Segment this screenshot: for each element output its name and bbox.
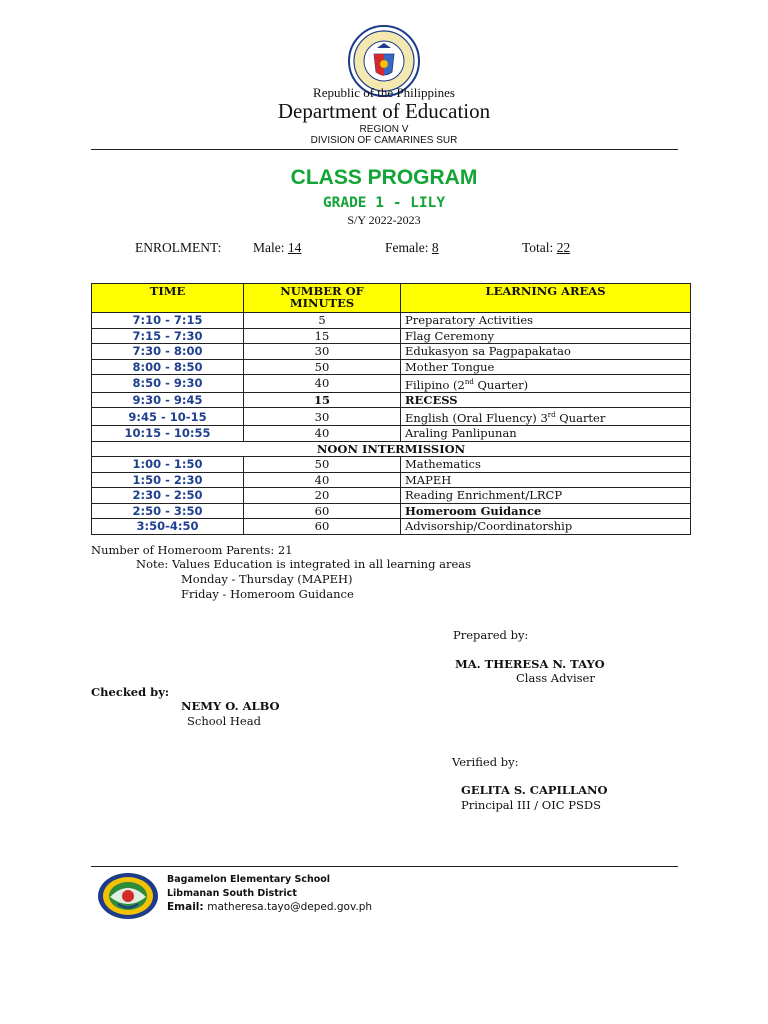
total-count: Total: 22 bbox=[522, 240, 571, 255]
male-count: Male: 14 bbox=[253, 240, 302, 255]
table-row: 2:50 - 3:50 60 Homeroom Guidance bbox=[92, 503, 691, 519]
table-row: 1:50 - 2:30 40 MAPEH bbox=[92, 472, 691, 488]
header-time: TIME bbox=[92, 284, 244, 313]
verified-by-title: Principal III / OIC PSDS bbox=[461, 798, 601, 812]
table-header-row bbox=[92, 284, 691, 313]
footer-school: Bagamelon Elementary School bbox=[167, 874, 331, 885]
noon-intermission-row: NOON INTERMISSION bbox=[92, 441, 691, 457]
school-logo bbox=[96, 871, 160, 921]
school-year: S/Y 2022-2023 bbox=[347, 213, 421, 227]
footer-district: Libmanan South District bbox=[167, 888, 297, 899]
verified-by-name: GELITA S. CAPILLANO bbox=[461, 783, 608, 797]
table-row: 7:15 - 7:30 15 Flag Ceremony bbox=[92, 328, 691, 344]
table-row: 2:30 - 2:50 20 Reading Enrichment/LRCP bbox=[92, 488, 691, 504]
schedule-table bbox=[91, 283, 691, 535]
header-minutes: NUMBER OF MINUTES bbox=[244, 284, 401, 313]
division-line: DIVISION OF CAMARINES SUR bbox=[310, 135, 458, 146]
checked-by-title: School Head bbox=[187, 714, 261, 728]
female-count: Female: 8 bbox=[385, 240, 439, 255]
checked-by-name: NEMY O. ALBO bbox=[181, 699, 280, 713]
table-row: 8:00 - 8:50 50 Mother Tongue bbox=[92, 359, 691, 375]
note-line-1: Monday - Thursday (MAPEH) bbox=[181, 572, 353, 586]
table-row: 8:50 - 9:30 40 Filipino (2nd Quarter) bbox=[92, 375, 691, 393]
footer-email: Email: matheresa.tayo@deped.gov.ph bbox=[167, 901, 373, 913]
table-row: 7:10 - 7:15 5 Preparatory Activities bbox=[92, 313, 691, 329]
header-learning-areas: LEARNING AREAS bbox=[401, 284, 691, 313]
table-row: 10:15 - 10:55 40 Araling Panlipunan bbox=[92, 426, 691, 442]
footer-divider bbox=[91, 866, 678, 867]
grade-section: GRADE 1 - LILY bbox=[322, 195, 446, 211]
table-row: 3:50-4:50 60 Advisorship/Coordinatorship bbox=[92, 519, 691, 535]
table-row: 9:45 - 10-15 30 English (Oral Fluency) 3rd Quarter bbox=[92, 408, 691, 426]
verified-by-label: Verified by: bbox=[452, 755, 519, 769]
header-divider bbox=[91, 149, 678, 150]
note-line-2: Friday - Homeroom Guidance bbox=[181, 587, 354, 601]
table-row: 7:30 - 8:00 30 Edukasyon sa Pagpapakatao bbox=[92, 344, 691, 360]
region-line: REGION V bbox=[359, 124, 409, 135]
prepared-by-title: Class Adviser bbox=[516, 671, 595, 685]
homeroom-parents: Number of Homeroom Parents: 21 bbox=[91, 543, 293, 557]
email-link[interactable]: matheresa.tayo@deped.gov.ph bbox=[207, 901, 373, 913]
enrolment-label: ENROLMENT: bbox=[135, 240, 222, 255]
department-title: Department of Education bbox=[277, 99, 491, 123]
prepared-by-name: MA. THERESA N. TAYO bbox=[455, 657, 605, 671]
republic-line: Republic of the Philippines bbox=[313, 85, 455, 100]
table-row: 9:30 - 9:45 15 RECESS bbox=[92, 392, 691, 408]
prepared-by-label: Prepared by: bbox=[453, 628, 529, 642]
checked-by-label: Checked by: bbox=[91, 685, 170, 699]
table-row: 1:00 - 1:50 50 Mathematics bbox=[92, 457, 691, 473]
values-note: Note: Values Education is integrated in all learning areas bbox=[136, 557, 472, 571]
page-title: CLASS PROGRAM bbox=[290, 166, 478, 189]
